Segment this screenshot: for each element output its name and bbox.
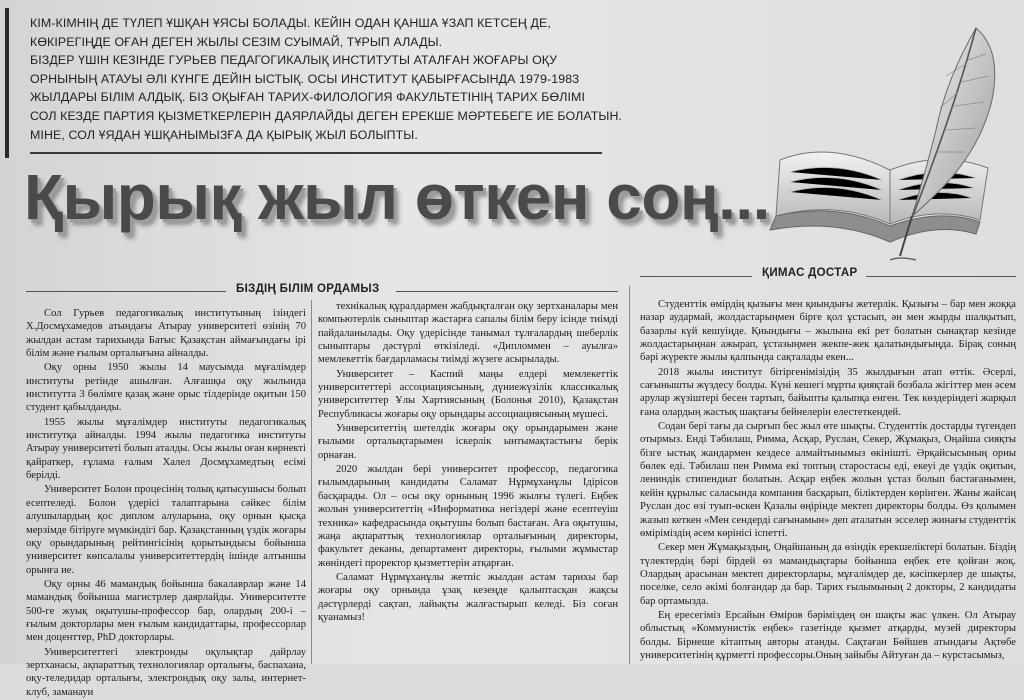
heading-rule: [396, 291, 618, 292]
heading-rule: [866, 276, 1016, 277]
article-column-3: [640, 298, 1016, 663]
article-column-2: [318, 300, 618, 625]
paragraph: технікалық құралдармен жабдықталған оқу зертханалары мен компьютерлік сыныптар жастарға сапалы білім беру ісінде тиімді пайдаланылады. Оқу үдерісінде танымал тұлғалардың шеберлік сыныптары дәстүрлі өткізіледі. «Дипломмен – ауылға» мемлекеттік бағдарламасы тиімді жүзеге асырылады.: [318, 301, 618, 366]
lead-line: ЖЫЛДАРЫ БІЛІМ АЛДЫҚ. БІЗ ОҚЫҒАН ТАРИХ-ФИЛОЛОГИЯ ФАКУЛЬТЕТІНІҢ ТАРИХ БӨЛІМІ: [30, 90, 585, 105]
paragraph: Сол Гурьев педагогикалық институтының ізіндегі Х.Досмұхамедов атындағы Атырау университеті өзінің 70 жылдан астам тарихында Батыс Қазақстан аймағындағы ірі білім және ғылым орталығына айналды.: [26, 308, 306, 360]
lead-line: СОЛ КЕЗДЕ ПАРТИЯ ҚЫЗМЕТКЕРЛЕРІН ДАЯРЛАЙДЫ ДЕГЕН ЕРЕКШЕ МӘРТЕБЕГЕ ИЕ БОЛАТЫН.: [30, 108, 623, 123]
paragraph: Содан бері тағы да сырғып бес жыл өте шықты. Студенттік достарды түгендеп отырмыз. Енді Тәбилаш, Римма, Асқар, Руслан, Секер, Жұмақыз, Оңайша сияқты бізге ыстық жандармен кездесе алмайтынымыз өкінішті. Әрқайсысының орны бөлек еді. Тәбилаш пен Римма екі топтың старостасы еді, екеуі де үздік оқитын, лениндік стипендиат болатын. Асқар еңбек жолын ұстаз болып бастағанымен, кейін құрылыс саласында компания басқарып, біліктерден көрінген. Жаны жайсаң Руслан дос өзі туып-өскен Қазалы өңірінде мектеп директоры болды. Өз қолымен жазып кеткен «Мен сендерді сағынамын» деп аталатын эсселер жинағы студенттік өміріміздің әсем көрінісі іспетті.: [640, 421, 1016, 539]
paragraph: Университет Болон процесінің толық қатысушысы болып есептеледі. Болон үдерісі талаптарына сәйкес білім алушылардың қос диплом алуларына, оқу орнын қысқа мерзімде бітіруге мүмкіндігі бар. Қазақстанның үздік жоғары оқу орындарының рейтингісінің қорытындысы бойынша университет көпсалалы университеттердің ішінде алтыншы орынға ие.: [26, 484, 306, 576]
section-heading-left: БІЗДІҢ БІЛІМ ОРДАМЫЗ: [236, 283, 380, 295]
paragraph: Студенттік өмірдің қызығы мен қиындығы жетерлік. Қызығы – бар мен жоққа назар аудармай, жолдастарыңмен бірге қол ұстасып, ән мен жырды шалқытып, базарлы күй кешуіңде. Қиындығы – жылына екі рет болатын сынақтар кезінде жолдастарыңнан ажырап, ұстазыңмен жекпе-жек қалатындығыңда. Бірақ соның бәрі жүректе жылы қалпында сақталады екен...: [640, 299, 1016, 364]
paragraph: Секер мен Жұмақыздың, Оңайшаның да өзіндік ерекшеліктері болатын. Біздің түлектердің бәрі бірдей өз мамандықтары бойынша еңбек ете қойған жоқ. Олардың арасынан мектеп директорлары, мұғалімдер де, кәсіпкерлер де шықты, поселке, село әкімі болғандар да бар. Тарих ғылымының 2 докторы, 2 кандидаты бар ортамызда.: [640, 542, 1016, 607]
lead-accent-bar: [5, 8, 9, 158]
lead-line: БІЗДЕР ҮШІН КЕЗІНДЕ ГУРЬЕВ ПЕДАГОГИКАЛЫҚ ИНСТИТУТЫ АТАЛҒАН ЖОҒАРЫ ОҚУ: [30, 53, 558, 68]
paragraph: 2020 жылдан бері университет профессор, педагогика ғылымдарының кандидаты Саламат Нұрмұханұлы Ідірісов басқарады. Ол – осы оқу орнының 1996 жылғы түлегі. Еңбек жолын университеттің «Информатика негіздері және есептеуіш техника» кафедрасында оқытушы болып бастаған. Аға оқытушы, жаңа ақпараттық технологиялар орталығының директоры, факультет деканы, департамент директоры, ғылыми жұмыстар жөніндегі проректор қызметтерін атқарған.: [318, 464, 618, 569]
paragraph: Университеттің шетелдік жоғары оқу орындарымен және ғылыми орталықтарымен іскерлік ынтымақтастығы берік орнаған.: [318, 423, 618, 461]
quill-and-book-icon: [740, 20, 1010, 270]
paragraph: Университет – Каспий маңы елдері мемлекеттік университеттері ассоциациясының, дүниежүзілік классикалық университеттер Ұлы Хартиясының (Болонья 2010), Қазақстан Республикасы жоғары оқу орындары ассоциациясының мүшесі.: [318, 368, 618, 420]
lead-line: ОРНЫНЫҢ АТАУЫ ӘЛІ КҮНГЕ ДЕЙІН ЫСТЫҚ. ОСЫ ИНСТИТУТ ҚАБЫРҒАСЫНДА 1979-1983: [30, 71, 580, 86]
article-title: Қырық жыл өткен соң...: [24, 161, 770, 233]
article-column-1: [26, 307, 306, 700]
paragraph: 1955 жылы мұғалімдер институты педагогикалық институтқа айналды. 1994 жылы педагогика институты Атырау университеті болып аталды. Осы жылы оған көрнекті қайраткер, ғұлама ғалым Халел Досмұхамедтың есімі берілді.: [26, 416, 306, 482]
paragraph: 2018 жылы институт бітіргенімізідің 35 жылдығын атап өттік. Әсерлі, сағынышты жүздесу болды. Күні кешегі мұрты қияқтай бозбала жігіттер мен әсем арулар жүзіштері бесен тартып, байыпты қалыпқа енген. Тек көздеріндегі жарқыл ғана олардың жастық шақтағы бейнелерін елестеткендей.: [640, 366, 1016, 418]
paragraph: Оқу орны 46 мамандық бойынша бакалаврлар және 14 мамандық бойынша магистрлер даярлайды. Университетте 500-ге жуық оқытушы-профессор бар, олардың 200-і – ғылым докторлары мен ғылым кандидаттары, профессорлар мен доценттер, PhD докторлары.: [26, 578, 306, 644]
lead-divider: [30, 152, 602, 154]
section-heading-right: ҚИМАС ДОСТАР: [762, 267, 858, 279]
column-divider: [629, 286, 630, 664]
lead-line: КІМ-КІМНІҢ ДЕ ТҮЛЕП ҰШҚАН ҰЯСЫ БОЛАДЫ. КЕЙІН ОДАН ҚАНША ҰЗАП КЕТСЕҢ ДЕ,: [30, 16, 551, 30]
heading-rule: [640, 276, 752, 277]
paragraph: Университеттегі электронды оқулықтар дайрлау зертханасы, ақпараттық технологиялар орталығы, баспахана, оқу-теледидар орталығы, электрондық оқу залы, интернет-клуб, заманауи: [26, 646, 306, 698]
paragraph: Оқу орны 1950 жылы 14 маусымда мұғалімдер институты ретінде ашылған. Алғашқы оқу жылында институтта 3 бөлімге қазақ және орыс тілдерінде оқитын 150 студент қабылданды.: [26, 362, 306, 414]
lead-line: МІНЕ, СОЛ ҰЯДАН ҰШҚАНЫМЫЗҒА ДА ҚЫРЫҚ ЖЫЛ БОЛЫПТЫ.: [30, 127, 418, 142]
lead-paragraph: [30, 14, 630, 144]
heading-rule: [26, 291, 226, 292]
paragraph: Саламат Нұрмұханұлы жетпіс жылдан астам тарихы бар жоғары оқу орнында ұзақ кезеңде қалыптасқан жақсы дәстүрлерді сақтап, лайықты жалғастырып келеді. Біз соған қуанамыз!: [318, 571, 618, 623]
paragraph: Ең ересегіміз Ерсайын Өміров бәріміздең он шақты жас үлкен. Ол Атырау облыстық «Коммунистік еңбек» газетінде қызмет атқарды, музей директоры болды. Бірнеше кітаптың авторы атанды. Сақтаған Бөйшев атындағы Ақтөбе университетінің құрметті профессоры.Оның зайыбы Айтуған да – курстасымыз,: [640, 609, 1016, 661]
column-divider: [311, 300, 312, 664]
lead-line: КӨКІРЕГІҢДЕ ОҒАН ДЕГЕН ЖЫЛЫ СЕЗІМ СУЫМАЙ, ТҰРЫП АЛАДЫ.: [30, 34, 443, 49]
